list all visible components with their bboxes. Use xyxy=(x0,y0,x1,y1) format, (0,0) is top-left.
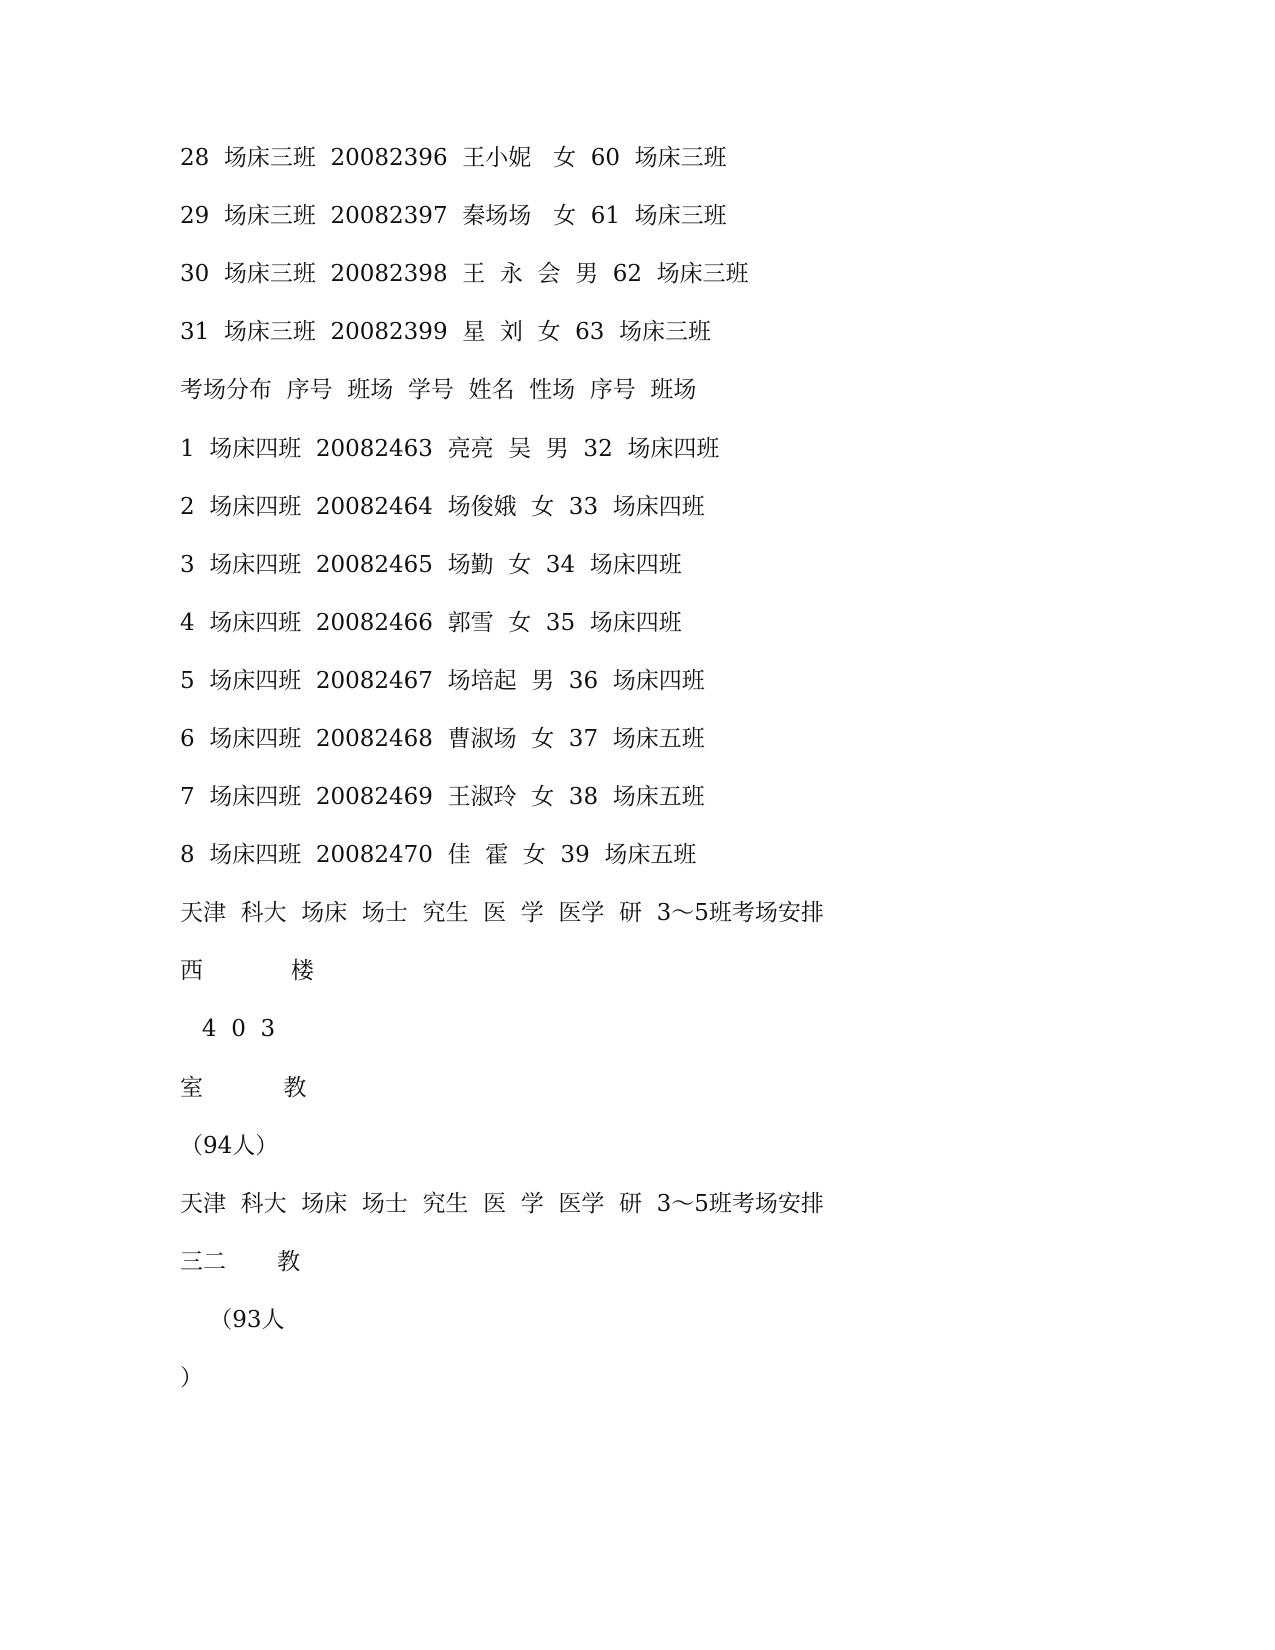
text-line-10: 5 场床四班 20082467 场培起 男 36 场床四班 xyxy=(180,668,705,694)
text-line-19: 天津 科大 场床 场士 究生 医 学 医学 研 3～5班考场安排 xyxy=(180,1191,824,1217)
text-line-15: 西 楼 xyxy=(180,958,314,984)
text-line-11: 6 场床四班 20082468 曹淑场 女 37 场床五班 xyxy=(180,726,705,752)
text-line-16: 4 0 3 xyxy=(180,1016,276,1042)
text-line-5: 考场分布 序号 班场 学号 姓名 性场 序号 班场 xyxy=(180,377,697,403)
text-line-18: （94人） xyxy=(180,1133,279,1159)
text-line-9: 4 场床四班 20082466 郭雪 女 35 场床四班 xyxy=(180,610,682,636)
text-line-6: 1 场床四班 20082463 亮亮 吴 男 32 场床四班 xyxy=(180,436,720,462)
text-line-21: （93人 xyxy=(180,1307,285,1333)
text-line-12: 7 场床四班 20082469 王淑玲 女 38 场床五班 xyxy=(180,784,705,810)
text-line-8: 3 场床四班 20082465 场勤 女 34 场床四班 xyxy=(180,552,682,578)
text-line-20: 三二 教 xyxy=(180,1249,301,1275)
text-line-2: 29 场床三班 20082397 秦场场 女 61 场床三班 xyxy=(180,203,727,229)
text-line-14: 天津 科大 场床 场士 究生 医 学 医学 研 3～5班考场安排 xyxy=(180,900,824,926)
text-line-3: 30 场床三班 20082398 王 永 会 男 62 场床三班 xyxy=(180,261,749,287)
text-line-4: 31 场床三班 20082399 星 刘 女 63 场床三班 xyxy=(180,319,711,345)
text-line-13: 8 场床四班 20082470 佳 霍 女 39 场床五班 xyxy=(180,842,697,868)
text-line-17: 室 教 xyxy=(180,1075,307,1101)
text-line-22: ） xyxy=(180,1365,203,1391)
text-line-1: 28 场床三班 20082396 王小妮 女 60 场床三班 xyxy=(180,145,727,171)
text-line-7: 2 场床四班 20082464 场俊娥 女 33 场床四班 xyxy=(180,494,705,520)
